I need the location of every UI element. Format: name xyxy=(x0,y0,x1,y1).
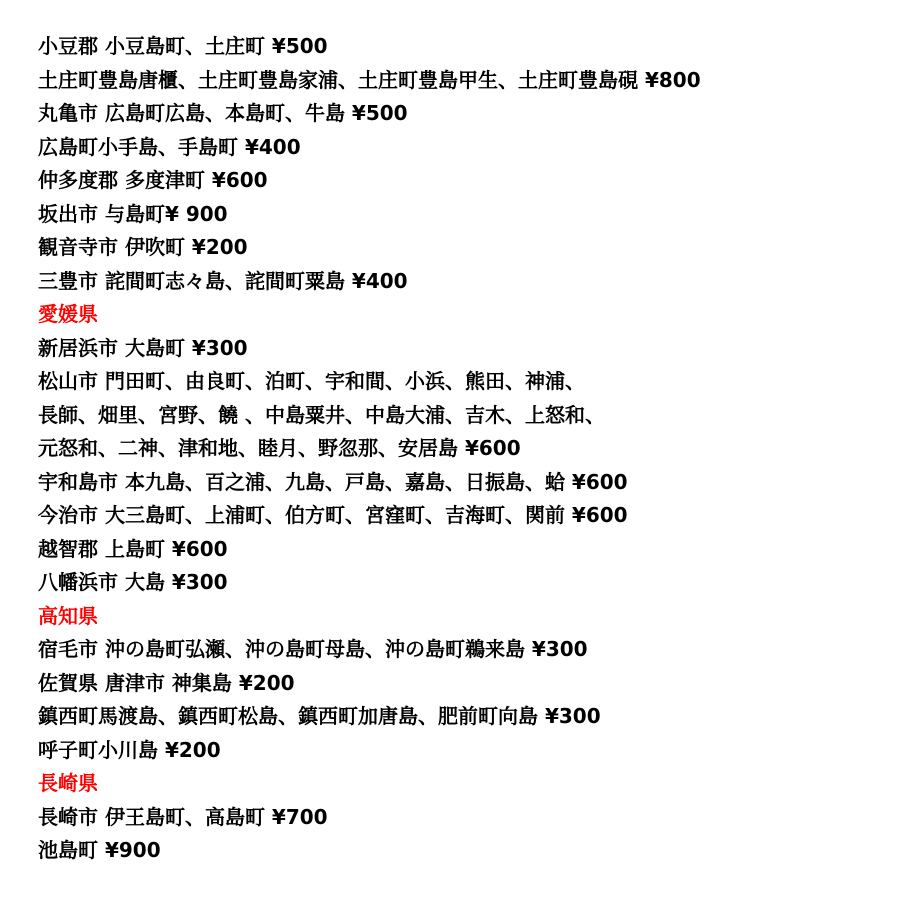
list-item: 呼子町小川島 ¥200 xyxy=(38,737,221,762)
list-item: 広島町小手島、手島町 ¥400 xyxy=(38,134,301,159)
list-item: 宇和島市 本九島、百之浦、九島、戸島、嘉島、日振島、蛤 ¥600 xyxy=(38,469,628,494)
list-item: 松山市 門田町、由良町、泊町、宇和間、小浜、熊田、神浦、 xyxy=(38,369,585,393)
list-item: 仲多度郡 多度津町 ¥600 xyxy=(38,168,268,192)
prefecture-heading: 長崎県 xyxy=(38,771,98,795)
list-item: 越智郡 上島町 ¥600 xyxy=(38,536,228,561)
list-item: 丸亀市 広島町広島、本島町、牛島 ¥500 xyxy=(38,101,408,125)
list-item: 坂出市 与島町¥ 900 xyxy=(38,201,228,226)
list-item: 長師、畑里、宮野、饒 、中島粟井、中島大浦、吉木、上怒和、 xyxy=(38,402,605,427)
fee-list xyxy=(38,30,888,868)
list-item: 宿毛市 沖の島町弘瀬、沖の島町母島、沖の島町鵜来島 ¥300 xyxy=(38,637,588,661)
list-item: 土庄町豊島唐櫃、土庄町豊島家浦、土庄町豊島甲生、土庄町豊島硯 ¥800 xyxy=(38,67,701,92)
list-item: 佐賀県 唐津市 神集島 ¥200 xyxy=(38,670,295,695)
list-item: 元怒和、二神、津和地、睦月、野忽那、安居島 ¥600 xyxy=(38,436,521,460)
list-item: 長崎市 伊王島町、高島町 ¥700 xyxy=(38,804,328,829)
list-item: 観音寺市 伊吹町 ¥200 xyxy=(38,235,248,259)
list-item: 小豆郡 小豆島町、土庄町 ¥500 xyxy=(38,34,328,58)
list-item: 鎮西町馬渡島、鎮西町松島、鎮西町加唐島、肥前町向島 ¥300 xyxy=(38,704,601,728)
list-item: 今治市 大三島町、上浦町、伯方町、宮窪町、吉海町、関前 ¥600 xyxy=(38,503,628,527)
prefecture-heading: 高知県 xyxy=(38,603,98,628)
list-item: 三豊市 詫間町志々島、詫間町粟島 ¥400 xyxy=(38,268,408,293)
prefecture-heading: 愛媛県 xyxy=(38,302,98,326)
list-item: 八幡浜市 大島 ¥300 xyxy=(38,570,228,594)
list-item: 新居浜市 大島町 ¥300 xyxy=(38,335,248,360)
list-item: 池島町 ¥900 xyxy=(38,838,161,862)
